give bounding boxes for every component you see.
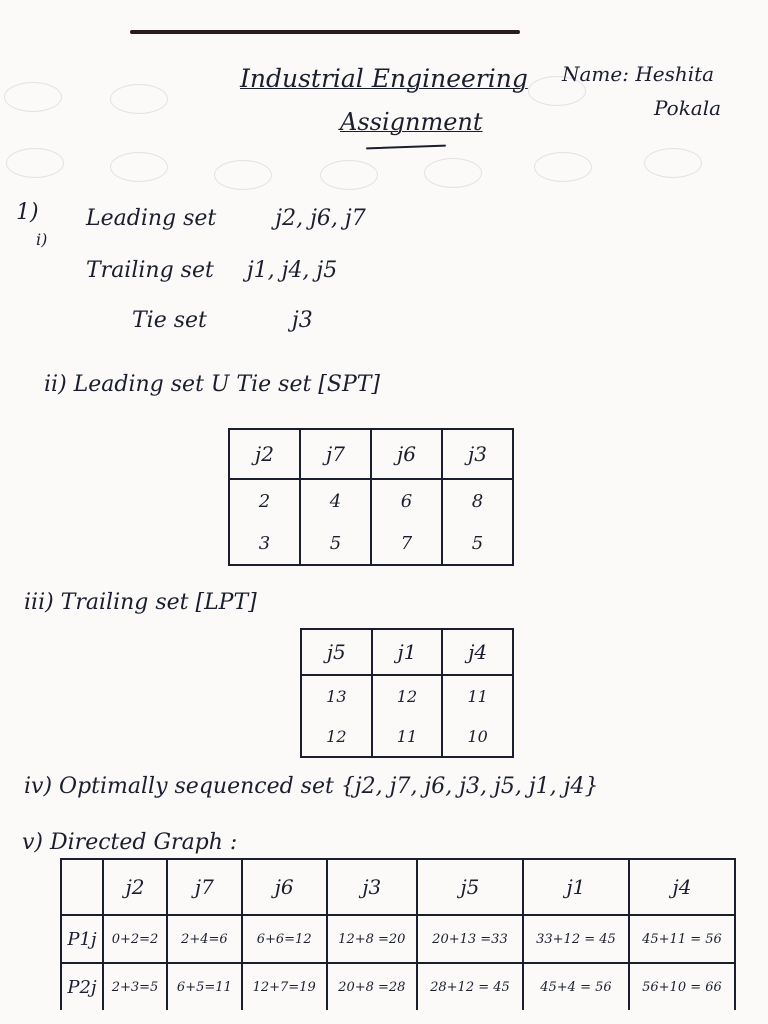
bleed-through-mark — [4, 82, 62, 112]
table-cell: 10 — [442, 716, 513, 757]
table-corner-cell — [61, 859, 103, 915]
table-cell: 4 — [300, 479, 371, 522]
bleed-through-mark — [534, 152, 592, 182]
bleed-through-mark — [110, 84, 168, 114]
table-row — [61, 963, 735, 1010]
row-label: P2j — [61, 963, 103, 1010]
table-header-cell: j5 — [417, 859, 523, 915]
table-cell: 2 — [229, 479, 300, 522]
table-cell: 6+6=12 — [242, 915, 327, 963]
table-header-cell: j6 — [371, 429, 442, 479]
table-row — [229, 522, 513, 565]
table-cell: 11 — [442, 675, 513, 716]
table-cell: 6+5=11 — [167, 963, 242, 1010]
table-header-cell: j7 — [300, 429, 371, 479]
table-row — [229, 479, 513, 522]
title-underline — [366, 145, 446, 150]
assignment-subtitle: Assignment — [340, 108, 483, 136]
table-cell: 2+4=6 — [167, 915, 242, 963]
table-cell: 5 — [442, 522, 513, 565]
table-cell: 3 — [229, 522, 300, 565]
bleed-through-mark — [644, 148, 702, 178]
question-part-iv: iv) Optimally sequenced set {j2, j7, j6, j3, j5, j1, j4} — [24, 774, 599, 799]
question-1-part-i: i) — [36, 230, 48, 249]
table-cell: 13 — [301, 675, 372, 716]
table-header-cell: j5 — [301, 629, 372, 675]
table-cell: 33+12 = 45 — [523, 915, 629, 963]
tie-set-label: Tie set — [132, 308, 207, 333]
table-cell: 6 — [371, 479, 442, 522]
table-header-cell: j7 — [167, 859, 242, 915]
row-label: P1j — [61, 915, 103, 963]
lpt-table — [300, 628, 514, 758]
table-cell: 20+13 =33 — [417, 915, 523, 963]
table-cell: 7 — [371, 522, 442, 565]
table-header-row — [229, 429, 513, 479]
bleed-through-mark — [214, 160, 272, 190]
table-header-cell: j4 — [442, 629, 513, 675]
table-header-cell: j1 — [372, 629, 443, 675]
trailing-set-value: j1, j4, j5 — [246, 258, 338, 283]
table-header-cell: j4 — [629, 859, 735, 915]
table-cell: 2+3=5 — [103, 963, 167, 1010]
table-cell: 0+2=2 — [103, 915, 167, 963]
spt-table — [228, 428, 514, 566]
question-part-iii: iii) Trailing set [LPT] — [24, 590, 257, 615]
trailing-set-row — [86, 258, 337, 283]
table-header-cell: j2 — [103, 859, 167, 915]
table-cell: 12+7=19 — [242, 963, 327, 1010]
directed-graph-table — [60, 858, 736, 1010]
table-cell: 12 — [301, 716, 372, 757]
table-row — [301, 675, 513, 716]
table-cell: 8 — [442, 479, 513, 522]
assignment-title: Industrial Engineering — [240, 64, 528, 93]
table-header-row — [301, 629, 513, 675]
table-header-cell: j3 — [442, 429, 513, 479]
table-header-cell: j3 — [327, 859, 417, 915]
bleed-through-mark — [424, 158, 482, 188]
question-1-number: 1) — [16, 200, 39, 225]
table-cell: 20+8 =28 — [327, 963, 417, 1010]
table-cell: 11 — [372, 716, 443, 757]
tie-set-row — [132, 308, 313, 333]
student-surname: Pokala — [654, 96, 722, 120]
page-top-edge — [130, 30, 520, 34]
table-header-cell: j1 — [523, 859, 629, 915]
trailing-set-label: Trailing set — [86, 258, 214, 283]
tie-set-value: j3 — [291, 308, 313, 333]
leading-set-label: Leading set — [86, 206, 217, 231]
bleed-through-mark — [320, 160, 378, 190]
table-cell: 5 — [300, 522, 371, 565]
table-cell: 45+4 = 56 — [523, 963, 629, 1010]
bleed-through-mark — [6, 148, 64, 178]
table-cell: 56+10 = 66 — [629, 963, 735, 1010]
table-cell: 45+11 = 56 — [629, 915, 735, 963]
question-part-v: v) Directed Graph : — [22, 830, 238, 855]
table-header-cell: j2 — [229, 429, 300, 479]
question-part-ii: ii) Leading set U Tie set [SPT] — [44, 372, 381, 397]
table-header-row — [61, 859, 735, 915]
student-name-label: Name: Heshita — [562, 62, 715, 86]
table-cell: 12+8 =20 — [327, 915, 417, 963]
table-cell: 12 — [372, 675, 443, 716]
table-row — [61, 915, 735, 963]
leading-set-value: j2, j6, j7 — [275, 206, 366, 231]
leading-set-row — [86, 206, 366, 231]
table-cell: 28+12 = 45 — [417, 963, 523, 1010]
table-header-cell: j6 — [242, 859, 327, 915]
bleed-through-mark — [110, 152, 168, 182]
table-row — [301, 716, 513, 757]
